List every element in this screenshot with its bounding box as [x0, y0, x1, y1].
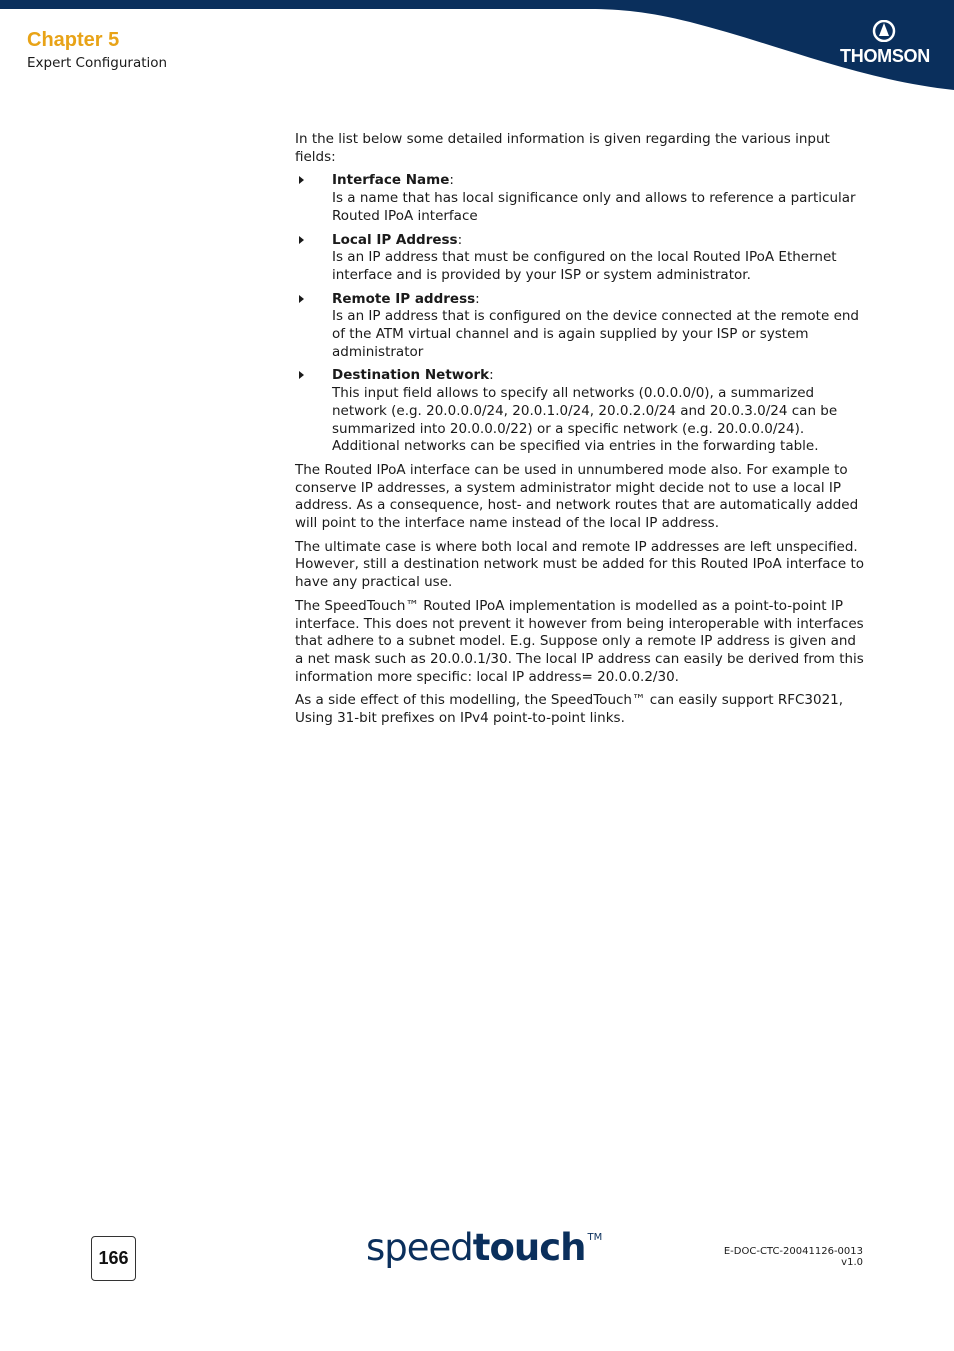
body-paragraph: As a side effect of this modelling, the SpeedTouch™ can easily support RFC3021, Using 31-bit prefixes on IPv4 point-to-point links. — [295, 692, 844, 727]
field-term: Remote IP address — [332, 290, 476, 307]
speedtouch-logo — [366, 1226, 602, 1276]
intro-paragraph: In the list below some detailed information is given regarding the various input fields: — [295, 131, 830, 165]
list-item — [295, 172, 867, 225]
body-paragraph: The Routed IPoA interface can be used in unnumbered mode also. For example to conserve IP addresses, a system administrator might decide not to use a local IP address. As a consequence, host- and network routes that are automatically added will point to the interface name instead of the local IP address. — [295, 461, 859, 532]
field-term: Destination Network — [332, 367, 490, 384]
triangle-bullet-icon — [299, 176, 304, 184]
body-paragraph: The SpeedTouch™ Routed IPoA implementation is modelled as a point-to-point IP interface. This does not prevent it however from being interoperable with interfaces that adhere to a subnet model. E.g. Suppose only a remote IP address is given and a net mask such as 20.0.0.1/30. The local IP address can easily be derived from this information more specific: local IP address= 20.0.0.2/30. — [295, 597, 864, 685]
list-item — [295, 291, 867, 362]
field-term: Interface Name — [332, 172, 450, 189]
term-colon: : — [489, 367, 494, 384]
document-reference: E-DOC-CTC-20041126-0013 v1.0 — [723, 1246, 863, 1268]
triangle-bullet-icon — [299, 371, 304, 379]
field-description: Is a name that has local significance only and allows to reference a particular Routed IPoA interface — [332, 190, 856, 224]
term-colon: : — [475, 290, 480, 307]
thomson-logo-icon — [871, 20, 897, 42]
field-description: This input field allows to specify all networks (0.0.0.0/0), a summarized network (e.g. 20.0.0.0/24, 20.0.1.0/24, 20.0.2.0/24 and 20.0.3.0/24 can be summarized into 20.0.0.0/22) or a specific network (e.g. 20.0.0.0/24). Additional networks can be specified via entries in the forwarding table. — [332, 385, 838, 455]
header-band — [0, 0, 954, 95]
term-colon: : — [449, 172, 454, 189]
brand-name: THOMSON — [840, 46, 930, 66]
body-paragraph: The ultimate case is where both local and remote IP addresses are left unspecified. However, still a destination network must be added for this Routed IPoA interface to have any practical use. — [295, 538, 865, 591]
product-logo-bold: touch — [472, 1226, 586, 1269]
chapter-title: Chapter 5 — [27, 29, 120, 51]
term-colon: : — [457, 231, 463, 248]
trademark-mark: TM — [587, 1232, 603, 1243]
page-number: 166 — [91, 1236, 136, 1281]
field-term: Local IP Address — [332, 231, 458, 248]
triangle-bullet-icon — [299, 236, 304, 244]
brand-logo — [835, 20, 935, 72]
chapter-subtitle: Expert Configuration — [27, 55, 168, 71]
field-description: Is an IP address that is configured on the device connected at the remote end of the ATM virtual channel and is again supplied by your ISP or system administrator — [332, 308, 860, 360]
list-item — [295, 367, 867, 456]
field-description: Is an IP address that must be configured on the local Routed IPoA Ethernet interface and is provided by your ISP or system administrator. — [332, 249, 837, 283]
product-logo-light: speed — [366, 1226, 473, 1269]
field-list — [295, 172, 867, 456]
main-content — [295, 131, 867, 734]
triangle-bullet-icon — [299, 295, 304, 303]
list-item — [295, 232, 867, 285]
